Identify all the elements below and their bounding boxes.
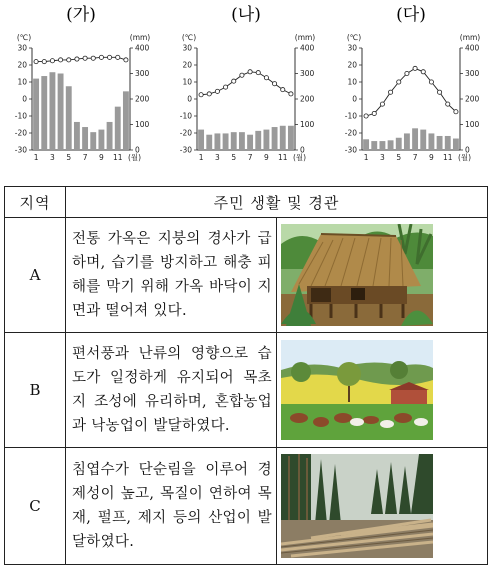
month-tick-label: 9 bbox=[264, 153, 269, 162]
region-info-table bbox=[4, 186, 488, 565]
temp-tick-label: 0 bbox=[352, 94, 357, 104]
temperature-point bbox=[289, 92, 293, 96]
month-tick-label: 9 bbox=[429, 153, 434, 162]
month-tick-label: 3 bbox=[215, 153, 220, 162]
month-tick-label: 5 bbox=[231, 153, 237, 162]
precip-bar bbox=[428, 133, 434, 150]
precip-bar bbox=[206, 135, 212, 150]
temp-tick-label: -20 bbox=[14, 128, 27, 138]
pasture-cattle-photo bbox=[277, 333, 488, 448]
temperature-line bbox=[201, 72, 291, 95]
temperature-point bbox=[446, 102, 450, 106]
month-tick-label: 3 bbox=[50, 153, 55, 162]
temperature-point bbox=[34, 60, 38, 64]
precip-bar bbox=[247, 135, 253, 150]
month-tick-label: 7 bbox=[247, 153, 253, 162]
temperature-point bbox=[372, 111, 376, 115]
precip-tick-label: 200 bbox=[135, 94, 150, 104]
precip-tick-label: 200 bbox=[300, 94, 315, 104]
climate-chart-ga-svg bbox=[2, 0, 160, 178]
precip-bar bbox=[41, 76, 47, 150]
temp-tick-label: 10 bbox=[347, 77, 357, 87]
temperature-point bbox=[264, 76, 268, 80]
precip-tick-label: 300 bbox=[465, 69, 480, 78]
month-tick-label: 9 bbox=[99, 153, 104, 162]
temp-tick-label: 0 bbox=[187, 94, 192, 104]
temp-unit-label: (℃) bbox=[16, 33, 32, 42]
table-header-row bbox=[5, 187, 488, 218]
temperature-point bbox=[281, 88, 285, 92]
month-tick-label: 5 bbox=[66, 153, 72, 162]
precip-bar bbox=[90, 132, 96, 150]
temperature-point bbox=[223, 85, 227, 89]
temperature-point bbox=[421, 70, 425, 74]
temp-unit-label: (℃) bbox=[346, 33, 362, 42]
climate-chart-da bbox=[332, 0, 490, 178]
precip-bar bbox=[58, 74, 64, 151]
precip-tick-label: 300 bbox=[135, 69, 150, 78]
month-tick-label: 3 bbox=[380, 153, 385, 162]
header-description: 주민 생활 및 경관 bbox=[66, 187, 488, 218]
temperature-point bbox=[207, 92, 211, 96]
temperature-point bbox=[413, 66, 417, 70]
precip-bar bbox=[115, 107, 121, 150]
month-tick-label: 7 bbox=[82, 153, 88, 162]
temperature-point bbox=[380, 102, 384, 106]
temp-unit-label: (℃) bbox=[181, 33, 197, 42]
month-tick-label: 11 bbox=[277, 153, 288, 162]
precip-bar bbox=[98, 130, 104, 150]
month-tick-label: 1 bbox=[33, 153, 39, 162]
temp-tick-label: -20 bbox=[344, 128, 357, 138]
temperature-line bbox=[36, 57, 126, 61]
precip-bar bbox=[107, 122, 113, 150]
precip-bar bbox=[288, 126, 294, 150]
temperature-point bbox=[58, 58, 62, 62]
precip-bar bbox=[255, 131, 261, 150]
temperature-point bbox=[42, 60, 46, 64]
temperature-point bbox=[397, 80, 401, 84]
table-row bbox=[5, 333, 488, 448]
chart-title: (가) bbox=[66, 5, 96, 25]
precip-bar bbox=[33, 79, 39, 150]
precip-bar bbox=[437, 136, 443, 150]
temperature-point bbox=[99, 55, 103, 59]
temp-tick-label: 10 bbox=[182, 77, 192, 87]
region-description: 침엽수가 단순림을 이루어 경제성이 높고, 목질이 연하여 목재, 펄프, 제지 등의 산업이 발달하였다. bbox=[66, 448, 277, 565]
precip-bar bbox=[371, 141, 377, 150]
month-unit-label: (월) bbox=[128, 153, 142, 162]
temp-tick-label: -10 bbox=[179, 111, 192, 121]
region-label: C bbox=[5, 448, 66, 565]
table-row bbox=[5, 218, 488, 333]
conifer-logging-photo bbox=[277, 448, 488, 565]
precip-tick-label: 100 bbox=[135, 120, 150, 129]
region-label: B bbox=[5, 333, 66, 448]
climate-chart-na bbox=[167, 0, 325, 178]
precip-tick-label: 100 bbox=[465, 120, 480, 129]
temperature-point bbox=[256, 71, 260, 75]
precip-bar bbox=[396, 138, 402, 150]
temperature-point bbox=[364, 114, 368, 118]
precip-bar bbox=[453, 139, 459, 150]
precip-bar bbox=[223, 133, 229, 150]
precip-bar bbox=[82, 127, 88, 150]
region-description: 전통 가옥은 지붕의 경사가 급하며, 습기를 방지하고 해충 피해를 막기 위해 가옥 바닥이 지면과 떨어져 있다. bbox=[66, 218, 277, 333]
temp-tick-label: -30 bbox=[179, 145, 192, 155]
precip-bar bbox=[74, 122, 80, 150]
climate-chart-na-svg bbox=[167, 0, 325, 178]
month-tick-label: 11 bbox=[442, 153, 453, 162]
month-unit-label: (월) bbox=[458, 153, 472, 162]
climate-chart-ga bbox=[2, 0, 160, 178]
month-tick-label: 1 bbox=[363, 153, 369, 162]
temperature-point bbox=[83, 56, 87, 60]
temperature-point bbox=[50, 59, 54, 63]
temp-tick-label: -10 bbox=[344, 111, 357, 121]
precip-bar bbox=[49, 72, 55, 150]
temp-tick-label: 30 bbox=[347, 43, 357, 53]
temp-tick-label: -10 bbox=[14, 111, 27, 121]
temp-tick-label: -30 bbox=[14, 145, 27, 155]
temp-tick-label: -30 bbox=[344, 145, 357, 155]
precip-unit-label: (mm) bbox=[294, 33, 316, 42]
temperature-point bbox=[240, 73, 244, 77]
precip-bar bbox=[404, 133, 410, 150]
precip-unit-label: (mm) bbox=[459, 33, 481, 42]
chart-title: (다) bbox=[396, 5, 426, 25]
temperature-point bbox=[91, 56, 95, 60]
month-tick-label: 5 bbox=[396, 153, 402, 162]
precip-tick-label: 0 bbox=[135, 145, 140, 155]
precip-bar bbox=[280, 126, 286, 150]
precip-bar bbox=[420, 130, 426, 150]
temp-tick-label: 20 bbox=[347, 60, 357, 70]
temperature-point bbox=[388, 90, 392, 94]
temp-tick-label: 30 bbox=[17, 43, 27, 53]
header-region: 지역 bbox=[5, 187, 66, 218]
precip-tick-label: 0 bbox=[465, 145, 470, 155]
chart-title: (나) bbox=[231, 5, 261, 25]
precip-tick-label: 400 bbox=[135, 43, 150, 53]
precip-unit-label: (mm) bbox=[129, 33, 151, 42]
precip-tick-label: 400 bbox=[300, 43, 315, 53]
stilt-house-photo bbox=[277, 218, 488, 333]
precip-bar bbox=[445, 136, 451, 150]
precip-bar bbox=[214, 133, 220, 150]
temp-tick-label: 0 bbox=[22, 94, 27, 104]
temp-tick-label: 10 bbox=[17, 77, 27, 87]
temperature-point bbox=[107, 55, 111, 59]
region-description: 편서풍과 난류의 영향으로 습도가 일정하게 유지되어 목초지 조성에 유리하며, 혼합농업과 낙농업이 발달하였다. bbox=[66, 333, 277, 448]
temp-tick-label: -20 bbox=[179, 128, 192, 138]
temperature-point bbox=[232, 79, 236, 83]
temperature-point bbox=[116, 55, 120, 59]
month-tick-label: 7 bbox=[412, 153, 418, 162]
precip-tick-label: 100 bbox=[300, 120, 315, 129]
temp-tick-label: 30 bbox=[182, 43, 192, 53]
precip-bar bbox=[239, 132, 245, 150]
temperature-point bbox=[75, 57, 79, 61]
temperature-point bbox=[437, 90, 441, 94]
precip-bar bbox=[272, 127, 278, 150]
temperature-line bbox=[366, 68, 456, 116]
temperature-point bbox=[215, 89, 219, 93]
precip-tick-label: 200 bbox=[465, 94, 480, 104]
precip-tick-label: 0 bbox=[300, 145, 305, 155]
temperature-point bbox=[429, 80, 433, 84]
temperature-point bbox=[124, 58, 128, 62]
region-label: A bbox=[5, 218, 66, 333]
table-row bbox=[5, 448, 488, 565]
precip-bar bbox=[379, 141, 385, 150]
precip-tick-label: 400 bbox=[465, 43, 480, 53]
temperature-point bbox=[248, 70, 252, 74]
precip-bar bbox=[231, 132, 237, 150]
climate-chart-da-svg bbox=[332, 0, 490, 178]
precip-bar bbox=[363, 139, 369, 150]
month-tick-label: 1 bbox=[198, 153, 204, 162]
precip-bar bbox=[263, 130, 269, 150]
temp-tick-label: 20 bbox=[17, 60, 27, 70]
precip-tick-label: 300 bbox=[300, 69, 315, 78]
precip-bar bbox=[198, 130, 204, 150]
temperature-point bbox=[67, 58, 71, 62]
temp-tick-label: 20 bbox=[182, 60, 192, 70]
temperature-point bbox=[272, 82, 276, 86]
temperature-point bbox=[405, 71, 409, 75]
precip-bar bbox=[123, 91, 129, 150]
temperature-point bbox=[454, 110, 458, 114]
precip-bar bbox=[66, 86, 72, 150]
temperature-point bbox=[199, 93, 203, 97]
precip-bar bbox=[412, 128, 418, 150]
precip-bar bbox=[388, 140, 394, 150]
month-unit-label: (월) bbox=[293, 153, 307, 162]
month-tick-label: 11 bbox=[112, 153, 123, 162]
